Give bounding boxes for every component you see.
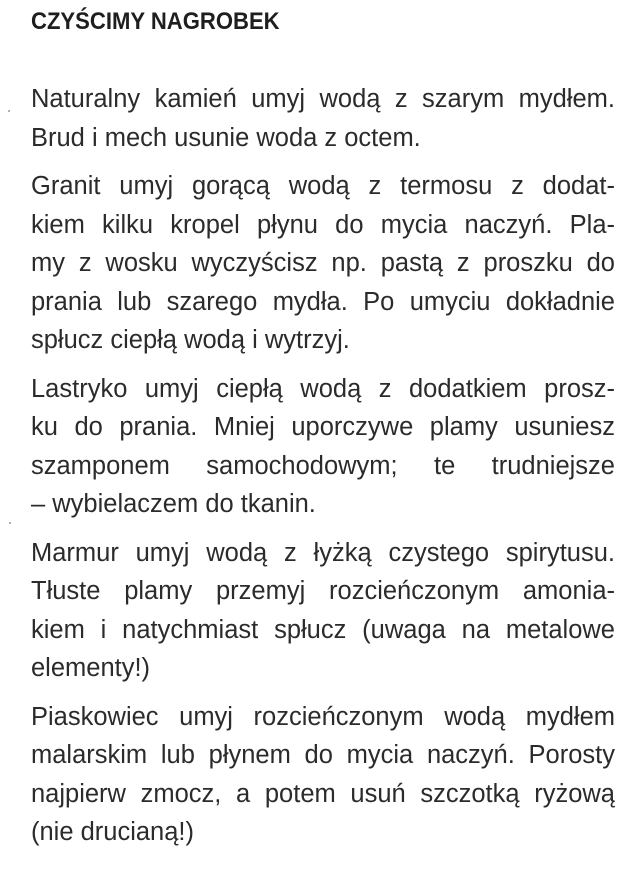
text-line: (nie drucianą!) <box>31 818 194 846</box>
paragraph-natural-stone <box>31 80 615 157</box>
scan-speck <box>9 522 11 524</box>
text-line: kiem i natychmiast spłucz (uwaga na metalowe <box>31 615 615 644</box>
page-title: CZYŚCIMY NAGROBEK <box>31 8 280 35</box>
text-line: najpierw zmocz, a potem usuń szczotką ryżową <box>31 779 615 808</box>
text-line: my z wosku wyczyścisz np. pastą z proszku do <box>31 249 615 277</box>
text-line: Piaskowiec umyj rozcieńczonym wodą mydłem <box>31 702 615 731</box>
text-line: Tłuste plamy przemyj rozcieńczonym amonia- <box>31 577 615 605</box>
text-line: Brud i mech usunie woda z octem. <box>31 123 421 152</box>
scan-speck <box>8 110 10 112</box>
article-body <box>31 80 615 862</box>
text-line: Naturalny kamień umyj wodą z szarym mydłem. <box>31 85 615 113</box>
text-line: malarskim lub płynem do mycia naczyń. Porosty <box>31 741 615 769</box>
paragraph-terrazzo <box>31 370 615 524</box>
text-line: kiem kilku kropel płynu do mycia naczyń. Pla- <box>31 210 615 239</box>
text-line: prania lub szarego mydła. Po umyciu dokładnie <box>31 287 615 316</box>
text-line: Granit umyj gorącą wodą z termosu z dodat- <box>31 172 615 200</box>
paragraph-marble <box>31 534 615 688</box>
text-line: ku do prania. Mniej uporczywe plamy usuniesz <box>31 413 615 441</box>
text-line: – wybielaczem do tkanin. <box>31 490 316 518</box>
paragraph-sandstone <box>31 698 615 852</box>
text-line: Lastryko umyj ciepłą wodą z dodatkiem prosz- <box>31 374 615 403</box>
paragraph-granite <box>31 167 615 360</box>
text-line: spłucz ciepłą wodą i wytrzyj. <box>31 326 350 354</box>
text-line: szamponem samochodowym; te trudniejsze <box>31 451 615 480</box>
text-line: elementy!) <box>31 654 151 682</box>
text-line: Marmur umyj wodą z łyżką czystego spirytusu. <box>31 538 615 567</box>
